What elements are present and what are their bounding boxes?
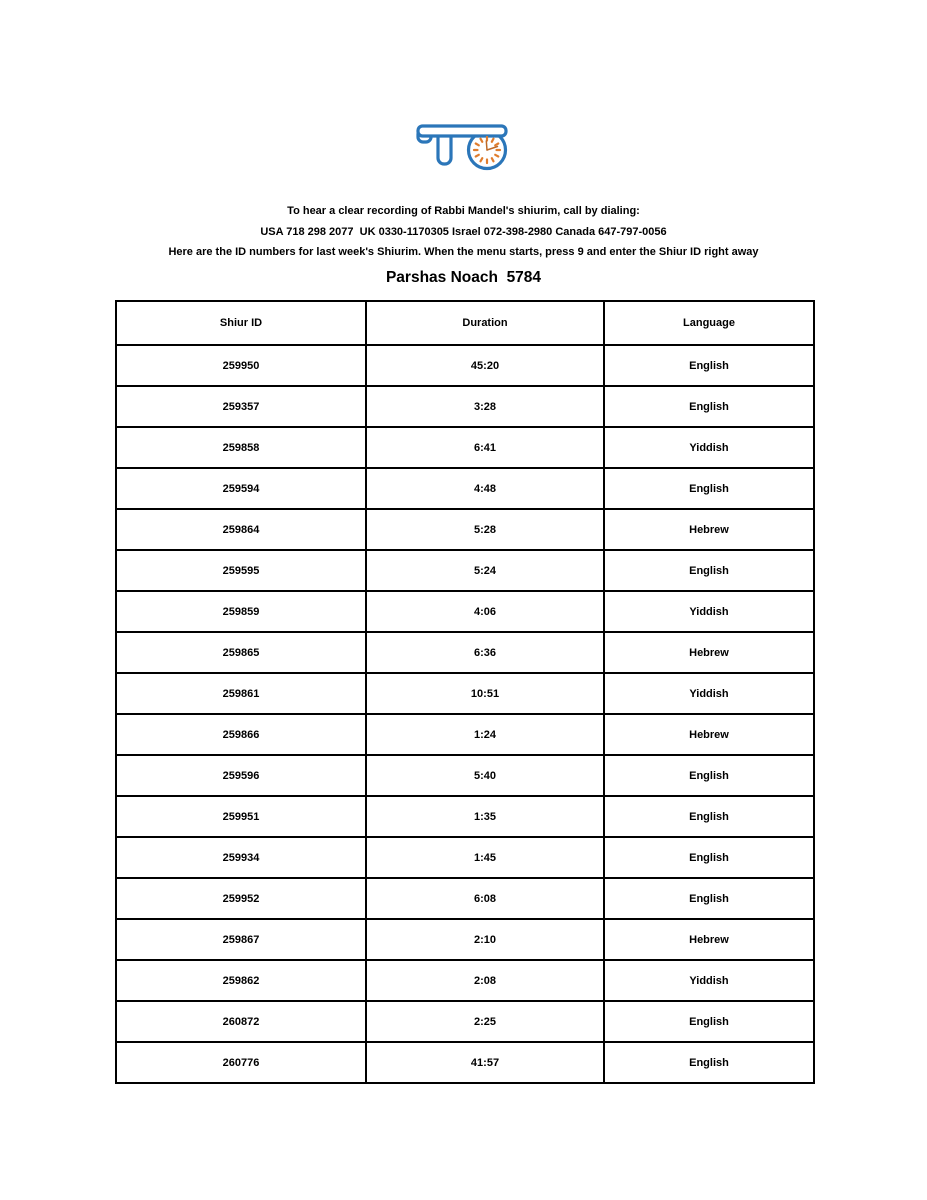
duration-cell: 10:51 bbox=[366, 673, 604, 714]
table-row bbox=[116, 796, 814, 837]
table-row bbox=[116, 550, 814, 591]
page-title: Parshas Noach 5784 bbox=[385, 269, 542, 286]
table-row bbox=[116, 1001, 814, 1042]
shiur-id-cell: 259865 bbox=[116, 632, 366, 673]
language-cell: English bbox=[604, 386, 814, 427]
language-cell: Hebrew bbox=[604, 509, 814, 550]
duration-cell: 6:36 bbox=[366, 632, 604, 673]
table-row bbox=[116, 1042, 814, 1083]
duration-cell: 5:24 bbox=[366, 550, 604, 591]
duration-cell: 5:40 bbox=[366, 755, 604, 796]
intro-line-instructions: Here are the ID numbers for last week's Shiurim. When the menu starts, press 9 and enter the Shiur ID right away bbox=[168, 246, 759, 258]
table-row bbox=[116, 714, 814, 755]
table-row bbox=[116, 591, 814, 632]
intro-line-phone-numbers: USA 718 298 2077 UK 0330-1170305 Israel 072-398-2980 Canada 647-797-0056 bbox=[260, 225, 667, 238]
shiur-id-cell: 259952 bbox=[116, 878, 366, 919]
language-cell: Hebrew bbox=[604, 632, 814, 673]
table-row bbox=[116, 509, 814, 550]
language-cell: Hebrew bbox=[604, 919, 814, 960]
shiur-id-cell: 259866 bbox=[116, 714, 366, 755]
duration-cell: 6:41 bbox=[366, 427, 604, 468]
language-cell: Yiddish bbox=[604, 960, 814, 1001]
shiur-id-cell: 260776 bbox=[116, 1042, 366, 1083]
duration-cell: 4:48 bbox=[366, 468, 604, 509]
table-row bbox=[116, 386, 814, 427]
language-cell: English bbox=[604, 755, 814, 796]
duration-cell: 45:20 bbox=[366, 345, 604, 386]
table-row bbox=[116, 468, 814, 509]
duration-cell: 5:28 bbox=[366, 509, 604, 550]
duration-cell: 2:25 bbox=[366, 1001, 604, 1042]
duration-cell: 2:08 bbox=[366, 960, 604, 1001]
table-row bbox=[116, 427, 814, 468]
table-row bbox=[116, 837, 814, 878]
shiur-id-cell: 259867 bbox=[116, 919, 366, 960]
language-cell: English bbox=[604, 1042, 814, 1083]
table-row bbox=[116, 960, 814, 1001]
shiur-id-cell: 259861 bbox=[116, 673, 366, 714]
duration-cell: 6:08 bbox=[366, 878, 604, 919]
language-cell: Yiddish bbox=[604, 427, 814, 468]
shiur-id-cell: 259864 bbox=[116, 509, 366, 550]
table-row bbox=[116, 673, 814, 714]
duration-cell: 2:10 bbox=[366, 919, 604, 960]
language-cell: English bbox=[604, 345, 814, 386]
duration-cell: 1:45 bbox=[366, 837, 604, 878]
shiur-id-cell: 259594 bbox=[116, 468, 366, 509]
table-row bbox=[116, 755, 814, 796]
duration-cell: 1:35 bbox=[366, 796, 604, 837]
duration-cell: 41:57 bbox=[366, 1042, 604, 1083]
shiur-id-cell: 259951 bbox=[116, 796, 366, 837]
language-cell: English bbox=[604, 878, 814, 919]
language-cell: English bbox=[604, 468, 814, 509]
shiur-id-cell: 259862 bbox=[116, 960, 366, 1001]
language-cell: English bbox=[604, 1001, 814, 1042]
language-cell: Yiddish bbox=[604, 673, 814, 714]
shiur-table bbox=[115, 300, 815, 1084]
shiur-id-cell: 259596 bbox=[116, 755, 366, 796]
intro-text bbox=[0, 201, 927, 263]
shiur-id-cell: 259859 bbox=[116, 591, 366, 632]
language-cell: Yiddish bbox=[604, 591, 814, 632]
shiur-id-cell: 259357 bbox=[116, 386, 366, 427]
table-row bbox=[116, 878, 814, 919]
shiur-id-cell: 260872 bbox=[116, 1001, 366, 1042]
table-row bbox=[116, 632, 814, 673]
duration-cell: 4:06 bbox=[366, 591, 604, 632]
table-body bbox=[116, 345, 814, 1083]
intro-line-dialing: To hear a clear recording of Rabbi Mandel's shiurim, call by dialing: bbox=[287, 205, 640, 217]
shiur-id-cell: 259595 bbox=[116, 550, 366, 591]
duration-cell: 3:28 bbox=[366, 386, 604, 427]
ta-logo bbox=[416, 122, 512, 172]
ta-clock-icon bbox=[416, 122, 512, 172]
language-cell: English bbox=[604, 796, 814, 837]
table-row bbox=[116, 345, 814, 386]
shiur-id-cell: 259950 bbox=[116, 345, 366, 386]
column-header-duration: Duration bbox=[366, 301, 604, 345]
column-header-language: Language bbox=[604, 301, 814, 345]
shiur-id-cell: 259934 bbox=[116, 837, 366, 878]
table-row bbox=[116, 919, 814, 960]
shiur-id-cell: 259858 bbox=[116, 427, 366, 468]
language-cell: Hebrew bbox=[604, 714, 814, 755]
language-cell: English bbox=[604, 837, 814, 878]
column-header-shiur-id: Shiur ID bbox=[116, 301, 366, 345]
duration-cell: 1:24 bbox=[366, 714, 604, 755]
table-header-row bbox=[116, 301, 814, 345]
language-cell: English bbox=[604, 550, 814, 591]
